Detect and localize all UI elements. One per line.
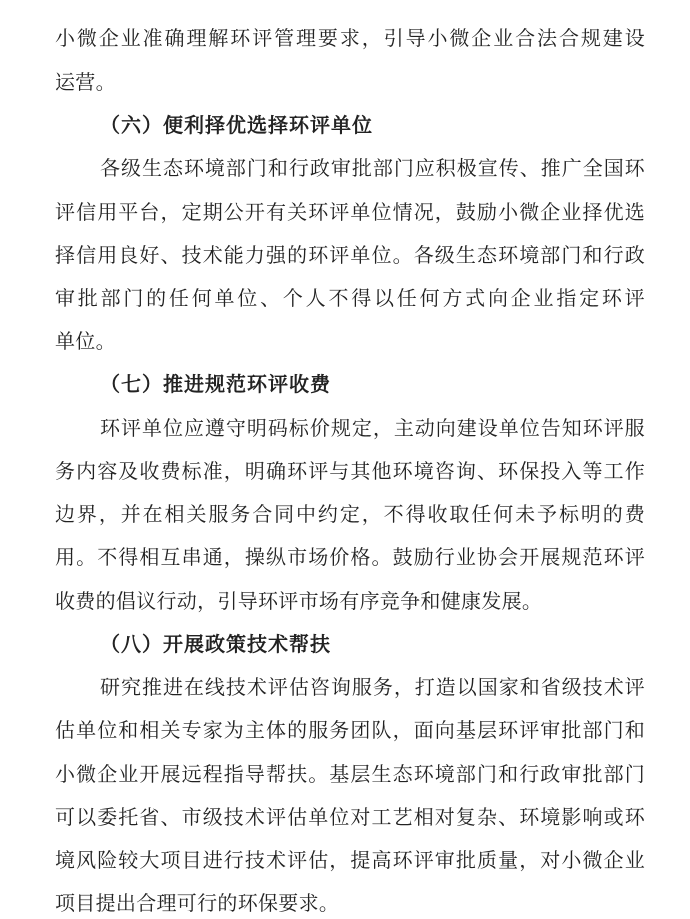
body-text-line: 单位。 (55, 329, 116, 353)
body-text-line: 研究推进在线技术评估咨询服务，打造以国家和省级技术评 (100, 675, 645, 699)
body-text-line: 可以委托省、市级技术评估单位对工艺相对复杂、环境影响或环 (55, 805, 645, 829)
body-text-line: 收费的倡议行动，引导环评市场有序竞争和健康发展。 (55, 589, 543, 613)
body-text-line: 各级生态环境部门和行政审批部门应积极宣传、推广全国环 (100, 156, 645, 180)
body-text-line: 审批部门的任何单位、个人不得以任何方式向企业指定环评 (55, 286, 645, 310)
body-text-line: 务内容及收费标准，明确环评与其他环境咨询、环保投入等工作 (55, 459, 645, 483)
section-heading-7: （七）推进规范环评收费 (100, 372, 331, 396)
body-text-line: 择信用良好、技术能力强的环评单位。各级生态环境部门和行政 (55, 243, 645, 267)
body-text-line: 小微企业开展远程指导帮扶。基层生态环境部门和行政审批部门 (55, 762, 645, 786)
body-text-line: 边界，并在相关服务合同中约定，不得收取任何未予标明的费 (55, 502, 645, 526)
body-text-line: 环评单位应遵守明码标价规定，主动向建设单位告知环评服 (100, 416, 645, 440)
body-text-line: 项目提出合理可行的环保要求。 (55, 891, 340, 915)
body-text-line: 境风险较大项目进行技术评估，提高环评审批质量，对小微企业 (55, 848, 645, 872)
body-text-line: 用。不得相互串通，操纵市场价格。鼓励行业协会开展规范环评 (55, 545, 645, 569)
body-text-line: 估单位和相关专家为主体的服务团队，面向基层环评审批部门和 (55, 718, 645, 742)
body-text-line: 运营。 (55, 70, 116, 94)
section-heading-8: （八）开展政策技术帮扶 (100, 632, 331, 656)
body-text-line: 小微企业准确理解环评管理要求，引导小微企业合法合规建设 (55, 26, 645, 50)
body-text-line: 评信用平台，定期公开有关环评单位情况，鼓励小微企业择优选 (55, 200, 645, 224)
section-heading-6: （六）便利择优选择环评单位 (100, 113, 373, 137)
